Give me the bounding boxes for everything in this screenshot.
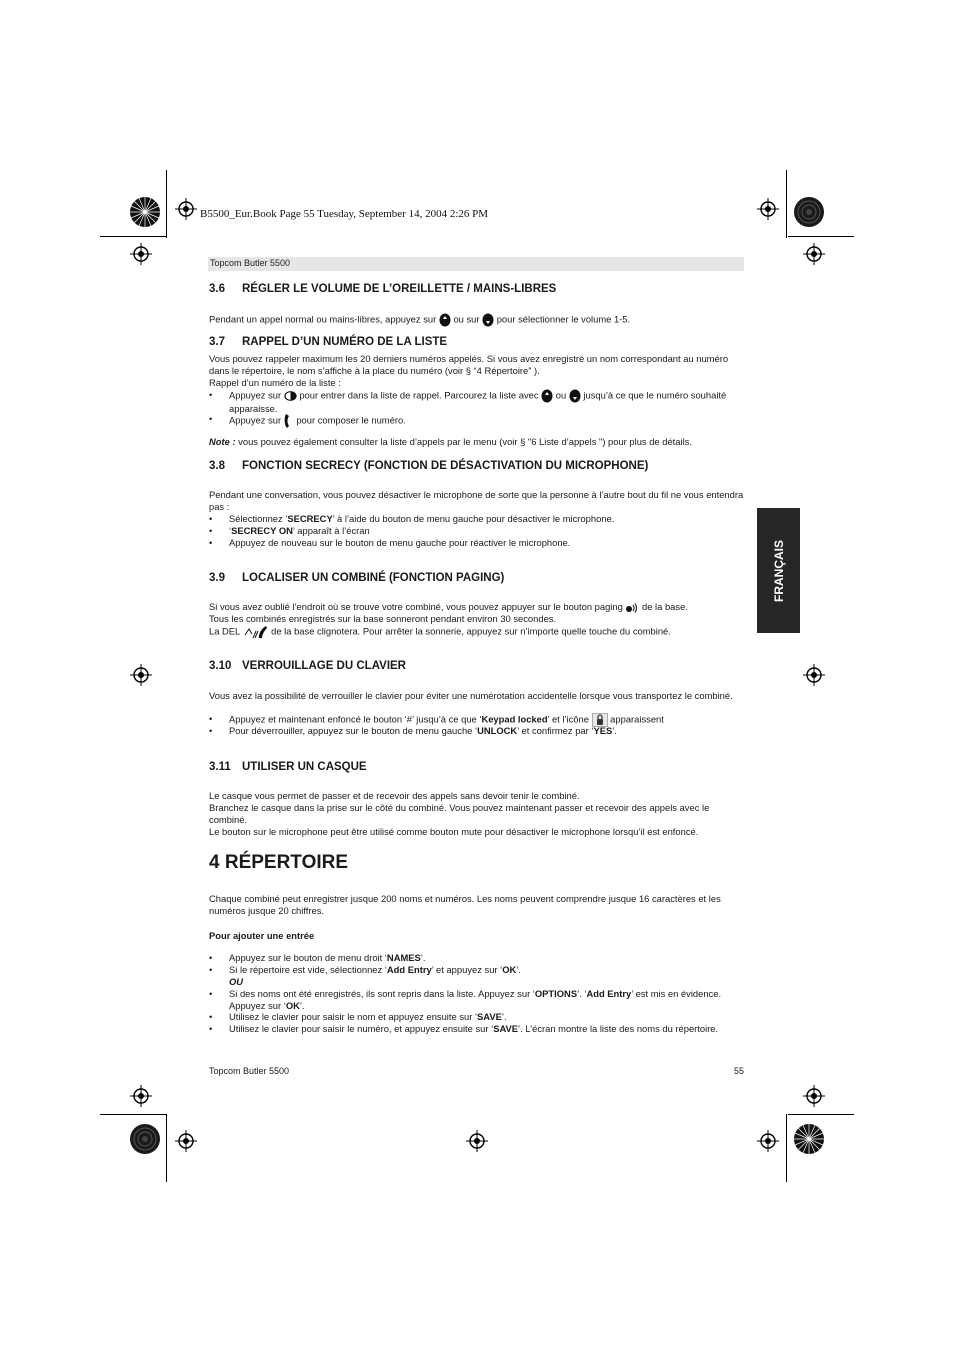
text: ’ et appuyez sur ‘: [431, 964, 503, 975]
chapter-title: 4 RÉPERTOIRE: [209, 852, 349, 873]
color-target-icon: [129, 1123, 161, 1155]
subheading: Pour ajouter une entrée: [209, 930, 315, 941]
text: Pour déverrouiller, appuyez sur le bouton de menu gauche ‘: [229, 725, 478, 736]
star-target-icon: [793, 1123, 825, 1155]
paragraph: Pendant une conversation, vous pouvez désactiver le microphone de sorte que la personne à l’autre bout du fil ne vous entendra pas :: [209, 489, 744, 512]
star-target-icon: [129, 196, 161, 228]
registration-target-icon: [757, 1130, 779, 1152]
registration-target-icon: [466, 1130, 488, 1152]
section-heading-3-7: [209, 336, 447, 348]
keyword: SAVE: [493, 1023, 519, 1034]
section-heading-3-6: [209, 283, 556, 295]
text: La DEL: [209, 625, 240, 637]
text: Sélectionnez ‘: [229, 513, 288, 524]
running-header: [208, 257, 744, 271]
bullet-dot: •: [209, 389, 213, 400]
text: ’. L’écran montre la liste des noms du répertoire.: [518, 1023, 719, 1034]
list-item-text: Appuyez de nouveau sur le bouton de menu gauche pour réactiver le microphone.: [229, 537, 571, 548]
crop-mark: [166, 1114, 167, 1182]
paging-button-icon: [625, 602, 639, 614]
list-item-text: [229, 952, 744, 964]
page-number: 55: [734, 1066, 745, 1076]
registration-target-icon: [803, 243, 825, 265]
registration-target-icon: [757, 198, 779, 220]
section-title: UTILISER UN CASQUE: [242, 761, 367, 773]
down-key-icon: [569, 389, 581, 403]
section-number: 3.11: [209, 761, 231, 773]
registration-target-icon: [130, 664, 152, 686]
text: ’. ‘: [577, 988, 587, 999]
language-side-tab: [757, 508, 800, 633]
text: Pendant un appel normal ou mains-libres, appuyez sur: [209, 313, 437, 325]
section-heading-3-8: [209, 460, 648, 472]
keyword: Keypad locked: [481, 713, 548, 725]
paragraph: Chaque combiné peut enregistrer jusque 200 noms et numéros. Les noms peuvent comprendre jusque 16 caractères et les numéros jusque 20 chiffres.: [209, 893, 721, 916]
paragraph: Tous les combinés enregistrés sur la base sonneront pendant environ 30 secondes.: [209, 613, 557, 624]
language-label: FRANÇAIS: [771, 539, 786, 602]
keyword: SECRECY ON: [231, 525, 293, 536]
bullet-dot: •: [209, 964, 213, 975]
text: Si des noms ont été enregistrés, ils sont repris dans la liste. Appuyez sur ‘: [229, 988, 535, 999]
registration-target-icon: [803, 1085, 825, 1107]
text: de la base.: [642, 601, 688, 612]
up-key-icon: [541, 389, 553, 403]
registration-target-icon: [803, 664, 825, 686]
text: ’.: [516, 964, 521, 975]
crop-mark: [100, 236, 166, 237]
text: Si le répertoire est vide, sélectionnez ‘: [229, 964, 387, 975]
paragraph: Le bouton sur le microphone peut être utilisé comme bouton mute pour désactiver le microphone lorsqu’il est enfoncé.: [209, 826, 699, 837]
registration-target-icon: [130, 243, 152, 265]
bullet-dot: •: [209, 988, 213, 999]
running-header-text: Topcom Butler 5500: [210, 258, 291, 268]
text: pour sélectionner le volume 1-5.: [496, 313, 631, 325]
keyword: OK: [502, 964, 517, 975]
text: pour composer le numéro.: [296, 414, 406, 426]
crop-mark: [786, 170, 787, 238]
keyword: OPTIONS: [534, 988, 578, 999]
bullet-dot: •: [209, 1023, 213, 1034]
volume-up-key-icon: [439, 313, 451, 327]
keyword: YES: [593, 725, 613, 736]
text: Utilisez le clavier pour saisir le numéro, et appuyez ensuite sur ‘: [229, 1023, 494, 1034]
text: ou sur: [453, 313, 480, 325]
section-number: 3.10: [209, 660, 232, 672]
or-separator: OU: [229, 976, 244, 987]
bullet-dot: •: [209, 537, 213, 548]
text: de la base clignotera. Pour arrêter la sonnerie, appuyez sur n’importe quelle touche du combiné.: [271, 625, 671, 637]
bullet-dot: •: [209, 725, 213, 736]
bullet-dot: •: [209, 1011, 213, 1022]
keyword: SAVE: [477, 1011, 502, 1022]
paging-led-icon: [243, 625, 269, 639]
keyword: UNLOCK: [477, 725, 518, 736]
color-target-icon: [793, 196, 825, 228]
text: ’ est mis en évidence. Appuyez sur ‘: [229, 988, 722, 1011]
list-item-text: [229, 525, 744, 537]
paragraph: [209, 625, 744, 639]
paragraph: Rappel d’un numéro de la liste :: [209, 377, 341, 388]
text: Si vous avez oublié l’endroit où se trouve votre combiné, vous pouvez appuyer sur le bouton paging: [209, 601, 623, 612]
keyword: Add Entry: [586, 988, 632, 999]
registration-target-icon: [175, 198, 197, 220]
crop-mark: [100, 1114, 166, 1115]
text: pour entrer dans la liste de rappel. Parcourez la liste avec: [299, 389, 539, 401]
crop-mark: [166, 170, 167, 238]
crop-mark: [788, 236, 854, 237]
section-title: LOCALISER UN COMBINÉ (FONCTION PAGING): [242, 572, 505, 584]
keyword: Add Entry: [386, 964, 432, 975]
section-number: 3.6: [209, 283, 225, 295]
section-heading-3-11: [209, 761, 367, 773]
list-item-text: [229, 964, 744, 976]
text: ou: [555, 389, 567, 401]
text: Appuyez sur le bouton de menu droit ‘: [229, 952, 387, 963]
text: apparaissent: [610, 713, 664, 725]
section-number: 3.7: [209, 336, 225, 348]
note-text: vous pouvez également consulter la liste d’appels par le menu (voir § "6 Liste d’appels ") pour plus de détails.: [235, 436, 692, 447]
paragraph: Le casque vous permet de passer et de recevoir des appels sans devoir tenir le combiné.: [209, 790, 580, 801]
text: ’ et l’icône: [547, 713, 589, 725]
section-heading-3-9: [209, 572, 504, 584]
bullet-dot: •: [209, 513, 213, 524]
note-label: Note :: [209, 436, 236, 447]
paragraph: Branchez le casque dans la prise sur le côté du combiné. Vous pouvez maintenant passer et recevoir des appels avec le combiné.: [209, 802, 710, 825]
paragraph: [209, 601, 744, 614]
text: Utilisez le clavier pour saisir le nom et appuyez ensuite sur ‘: [229, 1011, 478, 1022]
paragraph: Vous pouvez rappeler maximum les 20 derniers numéros appelés. Si vous avez enregistré un nom correspondant au numéro dans le répertoire, le nom s’affiche à la place du numéro (voir § “4 Répertoire” ).: [209, 353, 729, 376]
text: ‘: [229, 525, 232, 536]
paragraph: Vous avez la possibilité de verrouiller le clavier pour éviter une numérotation accidentelle lorsque vous transportez le combiné.: [209, 690, 733, 701]
section-title: RÉGLER LE VOLUME DE L’OREILLETTE / MAINS-LIBRES: [242, 283, 557, 295]
text: ’.: [420, 952, 426, 963]
list-item-text: [229, 988, 744, 1012]
text: ’.: [501, 1011, 507, 1022]
text: ’ et confirmez par ‘: [517, 725, 594, 736]
keyword: OK: [285, 1000, 300, 1011]
keyword: NAMES: [386, 952, 421, 963]
registration-target-icon: [175, 1130, 197, 1152]
keyword: SECRECY: [287, 513, 333, 524]
list-item-text: [229, 1011, 744, 1023]
crop-mark: [788, 1114, 854, 1115]
section-number: 3.8: [209, 460, 225, 472]
list-item-text: [229, 389, 744, 415]
bullet-dot: •: [209, 413, 213, 424]
list-item-text: [229, 413, 744, 429]
registration-target-icon: [130, 1085, 152, 1107]
text: Appuyez sur: [229, 414, 282, 426]
text: ’.: [299, 1000, 305, 1011]
text: jusqu’à ce que le numéro souhaité apparaisse.: [229, 389, 727, 414]
section-title: VERROUILLAGE DU CLAVIER: [242, 660, 406, 672]
list-item-text: [229, 1023, 744, 1035]
note: [209, 436, 744, 448]
section-number: 3.9: [209, 572, 225, 584]
section-title: FONCTION SECRECY (FONCTION DE DÉSACTIVATION DU MICROPHONE): [242, 460, 649, 472]
list-item-text: [229, 725, 744, 737]
bullet-dot: •: [209, 713, 213, 724]
section-title: RAPPEL D’UN NUMÉRO DE LA LISTE: [242, 336, 448, 348]
text: Appuyez sur: [229, 389, 282, 401]
section-heading-3-10: [209, 660, 406, 672]
text: ’ à l’aide du bouton de menu gauche pour désactiver le microphone.: [332, 513, 615, 524]
crop-mark: [786, 1114, 787, 1182]
text: ’.: [612, 725, 617, 736]
volume-down-key-icon: [482, 313, 494, 327]
text: ’ apparaît à l’écran: [292, 525, 370, 536]
bullet-dot: •: [209, 952, 213, 963]
talk-key-icon: [284, 413, 294, 429]
text: Appuyez et maintenant enfoncé le bouton ‘#’ jusqu’à ce que ‘: [229, 713, 482, 725]
footer-product: Topcom Butler 5500: [209, 1066, 290, 1076]
bullet-dot: •: [209, 525, 213, 536]
book-file-header: B5500_Eur.Book Page 55 Tuesday, September 14, 2004 2:26 PM: [200, 208, 489, 220]
paragraph: [209, 313, 744, 327]
list-item-text: [229, 513, 744, 525]
redial-key-icon: [284, 391, 297, 401]
